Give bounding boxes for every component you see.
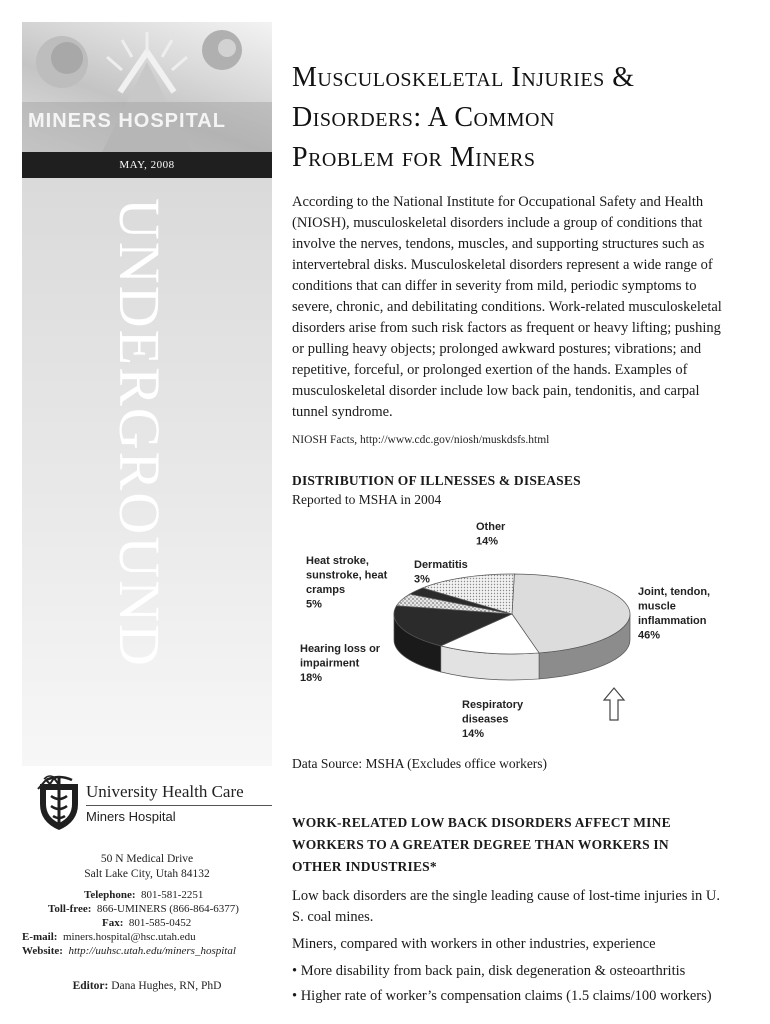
chart-heading: DISTRIBUTION OF ILLNESSES & DISEASES xyxy=(292,473,581,488)
headline-line3: Problem for Miners xyxy=(292,142,536,173)
main-column xyxy=(292,22,732,1011)
title-panel xyxy=(22,178,272,766)
masthead-text: MINERS HOSPITAL xyxy=(28,110,226,132)
bullet-list xyxy=(292,961,732,1007)
chart-source: Data Source: MSHA (Excludes office workers) xyxy=(292,756,548,771)
section2-paragraph1: Low back disorders are the single leading cause of lost-time injuries in U. S. coal mines. xyxy=(292,888,721,925)
editor-credit xyxy=(22,980,272,992)
section2-heading-line2: WORKERS TO A GREATER DEGREE THAN WORKERS IN xyxy=(292,837,669,852)
pie-chart xyxy=(292,514,732,754)
website-link[interactable]: http://uuhsc.utah.edu/miners_hospital xyxy=(68,945,236,957)
tollfree-label: Toll-free: xyxy=(48,903,92,915)
citation: NIOSH Facts, http://www.cdc.gov/niosh/muskdsfs.html xyxy=(292,434,550,446)
issue-date: MAY, 2008 xyxy=(22,152,272,178)
telephone-value: 801-581-2251 xyxy=(141,889,204,901)
section2-heading-line1: WORK-RELATED LOW BACK DISORDERS AFFECT MINE xyxy=(292,815,671,830)
email-row xyxy=(22,930,272,944)
headline-line2: Disorders: A Common xyxy=(292,102,555,133)
website-row xyxy=(22,944,272,958)
website-label: Website: xyxy=(22,945,63,957)
section2-heading xyxy=(292,812,732,878)
masthead-photo xyxy=(22,22,272,152)
intro-paragraph: According to the National Institute for Occupational Safety and Health (NIOSH), musculoskeletal disorders include a group of conditions that involve the nerves, tendons, muscles, and supporting structures such as intervertebral disks. Musculoskeletal disorders represent a wide range of conditions that can differ in severity from mild, periodic symptoms to severe, chronic, and debilitating conditions. Work-related musculoskeletal disorders arise from such risk factors as frequent or heavy lifting; pushing or pulling heavy objects; prolonged awkward postures; vibrations; and repetitive, forceful, or prolonged exertion of the hands. Examples of musculoskeletal disorder include low back pain, tendonitis, and carpal tunnel syndrome. xyxy=(292,194,722,420)
editor-label: Editor: xyxy=(72,980,109,992)
section2-heading-line3: OTHER INDUSTRIES* xyxy=(292,859,437,874)
chart-subheading: Reported to MSHA in 2004 xyxy=(292,492,442,507)
pie-slice-label: Hearing loss or impairment 18% xyxy=(300,643,381,684)
tollfree-row xyxy=(22,902,272,916)
headline-line1: Musculoskeletal Injuries & xyxy=(292,62,635,93)
newsletter-title: UNDERGROUND xyxy=(107,198,172,668)
pie-slice-label: Heat stroke, sunstroke, heat cramps 5% xyxy=(306,555,388,611)
up-arrow-icon xyxy=(604,688,624,720)
editor-name: Dana Hughes, RN, PhD xyxy=(111,980,222,992)
fax-label: Fax: xyxy=(102,917,124,929)
pie-slice-label: Respiratory diseases 14% xyxy=(462,699,524,740)
sidebar xyxy=(22,22,272,1002)
pie-slice-label: Other 14% xyxy=(476,521,506,548)
address xyxy=(22,852,272,882)
fax-row xyxy=(22,916,272,930)
email-link[interactable]: miners.hospital@hsc.utah.edu xyxy=(62,931,196,943)
address-line1: 50 N Medical Drive xyxy=(100,853,194,865)
mountain-sun-icon xyxy=(36,774,64,790)
fax-value: 801-585-0452 xyxy=(128,917,192,929)
logo-name: University Health Care xyxy=(86,782,244,801)
email-label: E-mail: xyxy=(22,931,58,943)
pie-slice-label: Joint, tendon, muscle inflammation 46% xyxy=(638,586,711,642)
contact-list xyxy=(22,888,272,958)
address-line2: Salt Lake City, Utah 84132 xyxy=(84,868,210,880)
logo-subname: Miners Hospital xyxy=(86,809,176,824)
bullet-item: • More disability from back pain, disk degeneration & osteoarthritis xyxy=(292,963,686,979)
bullet-item: • Higher rate of worker’s compensation claims (1.5 claims/100 workers) xyxy=(292,988,712,1004)
pie-slice-label: Dermatitis 3% xyxy=(414,559,468,586)
university-health-care-logo xyxy=(36,774,272,834)
section2-paragraph2: Miners, compared with workers in other industries, experience xyxy=(292,936,656,952)
tollfree-value: 866-UMINERS (866-864-6377) xyxy=(96,903,239,915)
telephone-row xyxy=(22,888,272,902)
article-headline xyxy=(292,58,732,178)
pie-chart-svg xyxy=(292,514,732,754)
telephone-label: Telephone: xyxy=(84,889,136,901)
logo-divider xyxy=(86,805,272,806)
